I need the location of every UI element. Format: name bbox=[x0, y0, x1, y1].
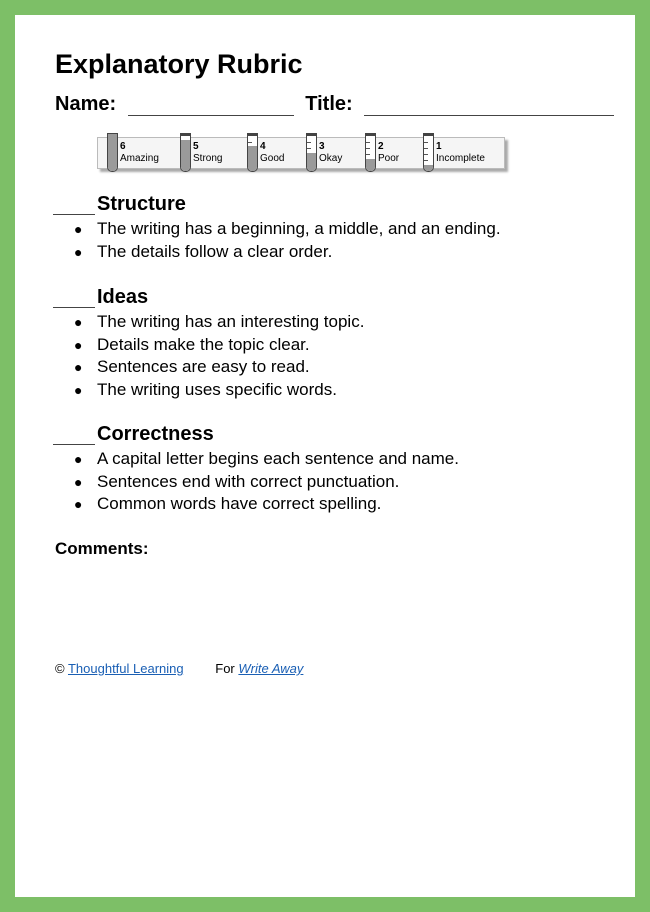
list-item: ● The details follow a clear order. bbox=[74, 241, 333, 261]
title-label: Title: bbox=[305, 93, 353, 115]
rubric-page bbox=[15, 15, 635, 897]
list-item: ● Sentences are easy to read. bbox=[74, 357, 310, 376]
name-field[interactable] bbox=[128, 93, 294, 116]
ideas-criteria bbox=[74, 311, 364, 401]
name-label: Name: bbox=[55, 93, 117, 115]
page-title: Explanatory Rubric bbox=[55, 49, 303, 79]
list-item: ● A capital letter begins each sentence and name. bbox=[74, 449, 459, 468]
list-item: ● Details make the topic clear. bbox=[74, 334, 310, 354]
list-item: ● The writing has an interesting topic. bbox=[74, 312, 365, 331]
correctness-title: Correctness bbox=[97, 423, 214, 445]
correctness-criteria bbox=[74, 448, 459, 516]
title-field[interactable] bbox=[364, 93, 614, 116]
name-title-row bbox=[55, 93, 614, 116]
ideas-title: Ideas bbox=[97, 286, 149, 308]
scale-tube-6 bbox=[107, 133, 118, 172]
scale-tube-1 bbox=[423, 133, 434, 172]
scale-tube-3 bbox=[306, 133, 317, 172]
scale-label-3: 3 Okay bbox=[319, 141, 343, 164]
rating-scale bbox=[97, 133, 507, 175]
list-item: ● The writing has a beginning, a middle, and an ending. bbox=[74, 219, 501, 238]
scale-tube-4 bbox=[247, 133, 258, 172]
ideas-score-blank[interactable] bbox=[53, 307, 95, 308]
comments-label: Comments: bbox=[55, 539, 149, 558]
for-text: For bbox=[215, 661, 235, 676]
scale-label-6: 6 Amazing bbox=[120, 141, 159, 164]
scale-label-2: 2 Poor bbox=[378, 141, 400, 164]
book-link[interactable]: Write Away bbox=[238, 661, 304, 676]
publisher-link[interactable]: Thoughtful Learning bbox=[67, 661, 184, 676]
scale-label-1: 1 Incomplete bbox=[436, 141, 485, 164]
scale-tube-5 bbox=[180, 133, 191, 172]
structure-criteria bbox=[74, 218, 501, 263]
structure-title: Structure bbox=[97, 193, 186, 215]
copyright-symbol: © bbox=[55, 661, 65, 676]
footer bbox=[55, 661, 303, 676]
list-item: ● Common words have correct spelling. bbox=[74, 494, 382, 513]
list-item: ● The writing uses specific words. bbox=[74, 379, 337, 399]
scale-label-4: 4 Good bbox=[260, 141, 285, 164]
scale-label-5: 5 Strong bbox=[193, 141, 223, 164]
list-item: ● Sentences end with correct punctuation. bbox=[74, 471, 400, 491]
scale-tube-2 bbox=[365, 133, 376, 172]
correctness-score-blank[interactable] bbox=[53, 444, 95, 445]
structure-score-blank[interactable] bbox=[53, 214, 95, 215]
